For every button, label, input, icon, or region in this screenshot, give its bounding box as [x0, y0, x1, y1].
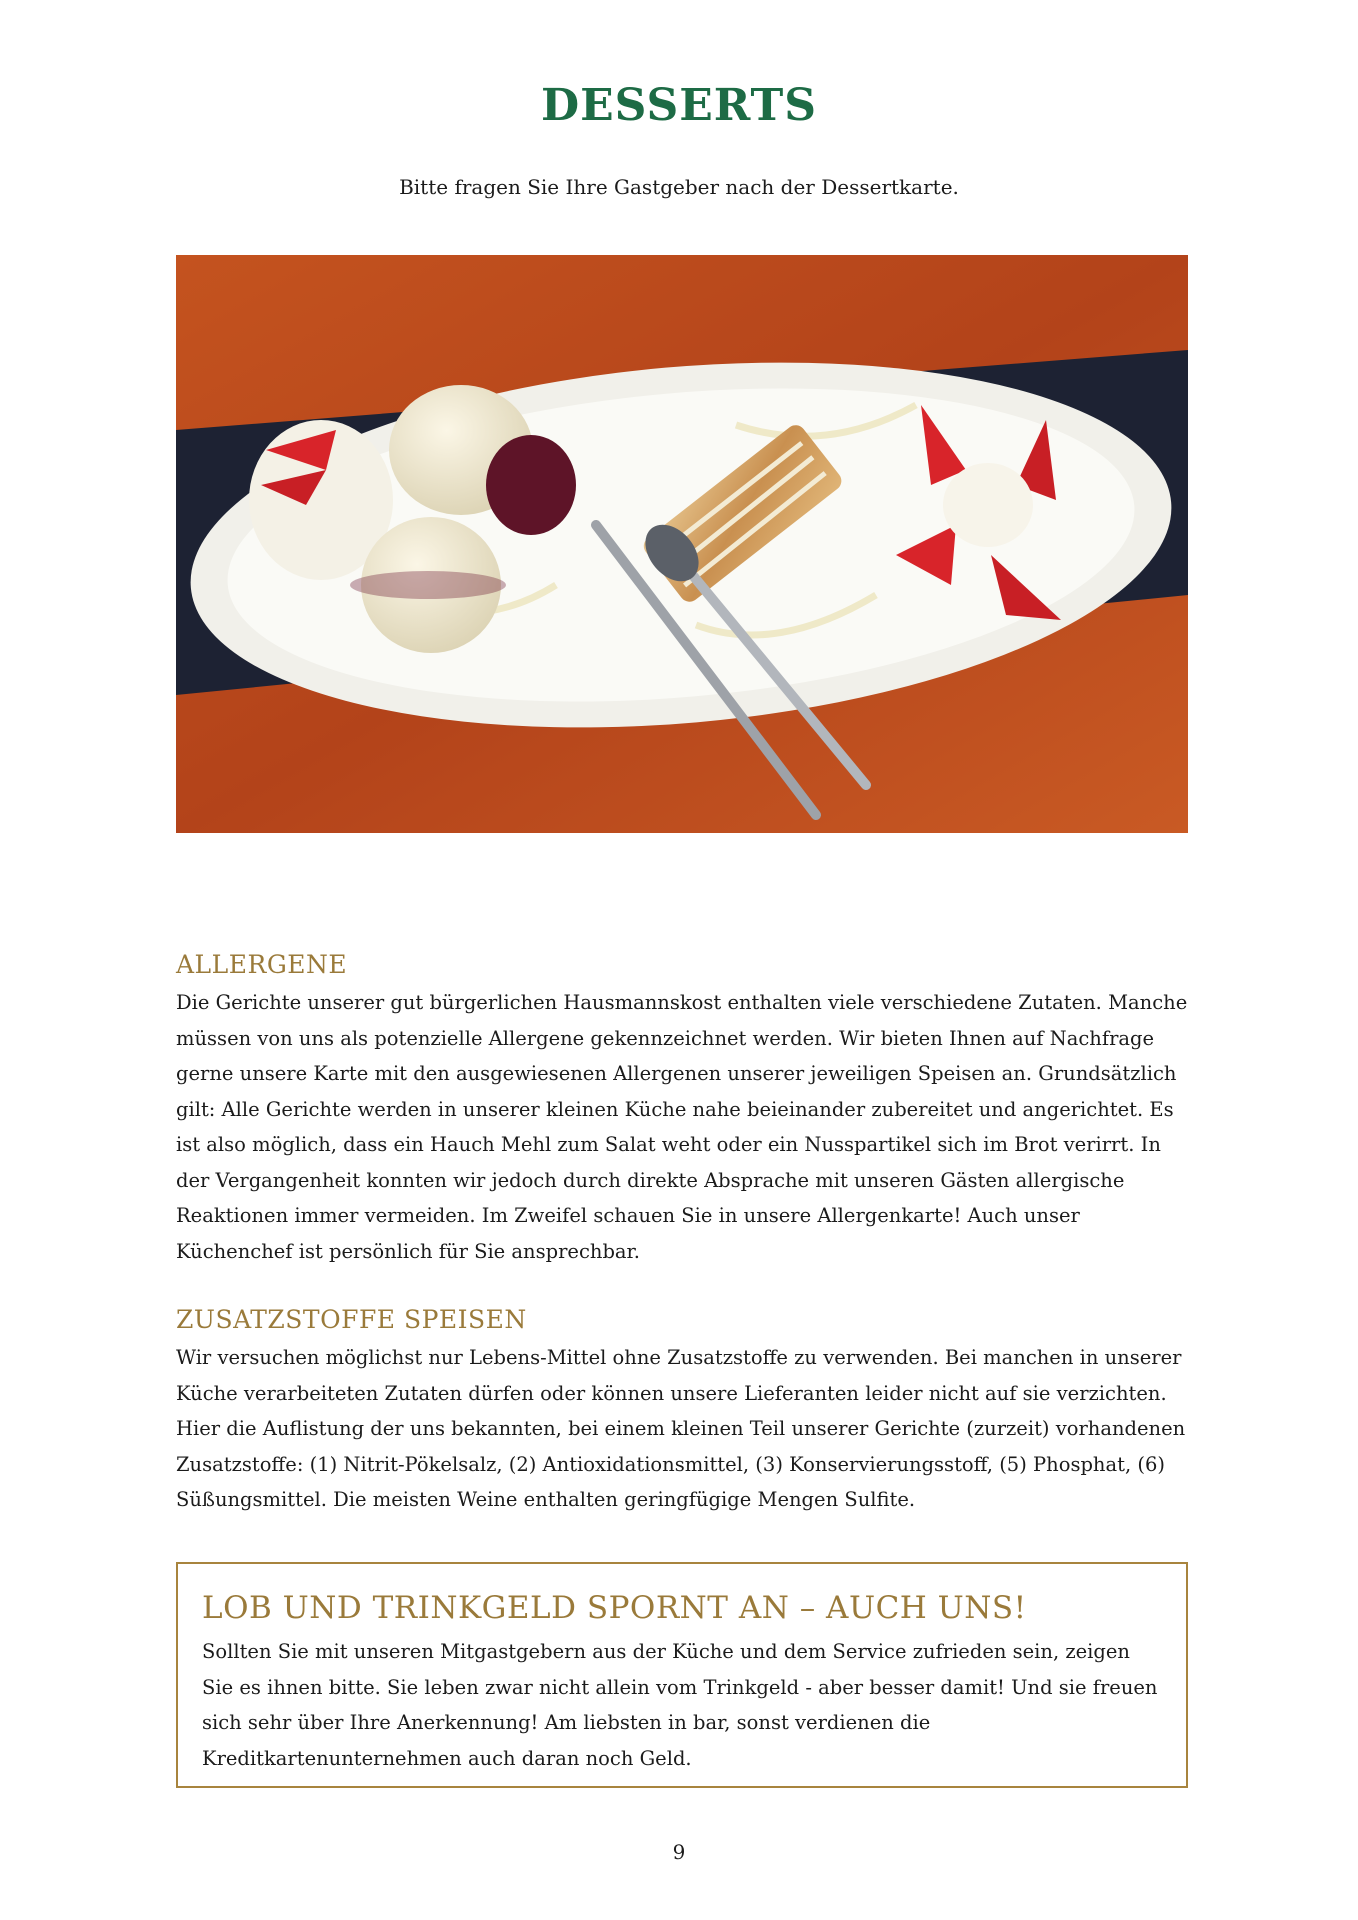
zusatzstoffe-section: [176, 1305, 1188, 1518]
allergene-section: [176, 950, 1188, 1269]
tip-notice-box: [176, 1562, 1188, 1788]
tip-notice-heading: LOB UND TRINKGELD SPORNT AN – AUCH UNS!: [202, 1590, 1027, 1626]
page-subtitle: Bitte fragen Sie Ihre Gastgeber nach der Dessertkarte.: [399, 175, 959, 199]
tip-notice-text: Sollten Sie mit unseren Mitgastgebern aus der Küche und dem Service zufrieden sein, zeigen Sie es ihnen bitte. Sie leben zwar nicht allein vom Trinkgeld - aber besser damit! Und sie freuen sich sehr über Ihre Anerkennung! Am liebsten in bar, sonst verdienen die Kreditkartenunternehmen auch daran noch Geld.: [202, 1640, 1158, 1770]
page-number: 9: [672, 1840, 686, 1864]
dessert-photo: [176, 255, 1188, 833]
zusatzstoffe-heading: ZUSATZSTOFFE SPEISEN: [176, 1305, 527, 1334]
allergene-text: Die Gerichte unserer gut bürgerlichen Hausmannskost enthalten viele verschiedene Zutaten. Manche müssen von uns als potenzielle Allergene gekennzeichnet werden. Wir bieten Ihnen auf Nachfrage gerne unsere Karte mit den ausgewiesenen Allergenen unserer jeweiligen Speisen an. Grundsätzlich gilt: Alle Gerichte werden in unserer kleinen Küche nahe beieinander zubereitet und angerichtet. Es ist also möglich, dass ein Hauch Mehl zum Salat weht oder ein Nusspartikel sich im Brot verirrt. In der Vergangenheit konnten wir jedoch durch direkte Absprache mit unseren Gästen allergische Reaktionen immer vermeiden. Im Zweifel schauen Sie in unsere Allergenkarte! Auch unser Küchenchef ist persönlich für Sie ansprechbar.: [176, 991, 1188, 1263]
page-title: DESSERTS: [540, 80, 818, 131]
zusatzstoffe-text: Wir versuchen möglichst nur Lebens-Mittel ohne Zusatzstoffe zu verwenden. Bei manchen in unserer Küche verarbeiteten Zutaten dürfen oder können unsere Lieferanten leider nicht auf sie verzichten. Hier die Auflistung der uns bekannten, bei einem kleinen Teil unserer Gerichte (zurzeit) vorhandenen Zusatzstoffe: (1) Nitrit-Pökelsalz, (2) Antioxidationsmittel, (3) Konservierungsstoff, (5) Phosphat, (6) Süßungsmittel. Die meisten Weine enthalten geringfügige Mengen Sulfite.: [176, 1346, 1186, 1511]
allergene-heading: ALLERGENE: [176, 950, 348, 979]
